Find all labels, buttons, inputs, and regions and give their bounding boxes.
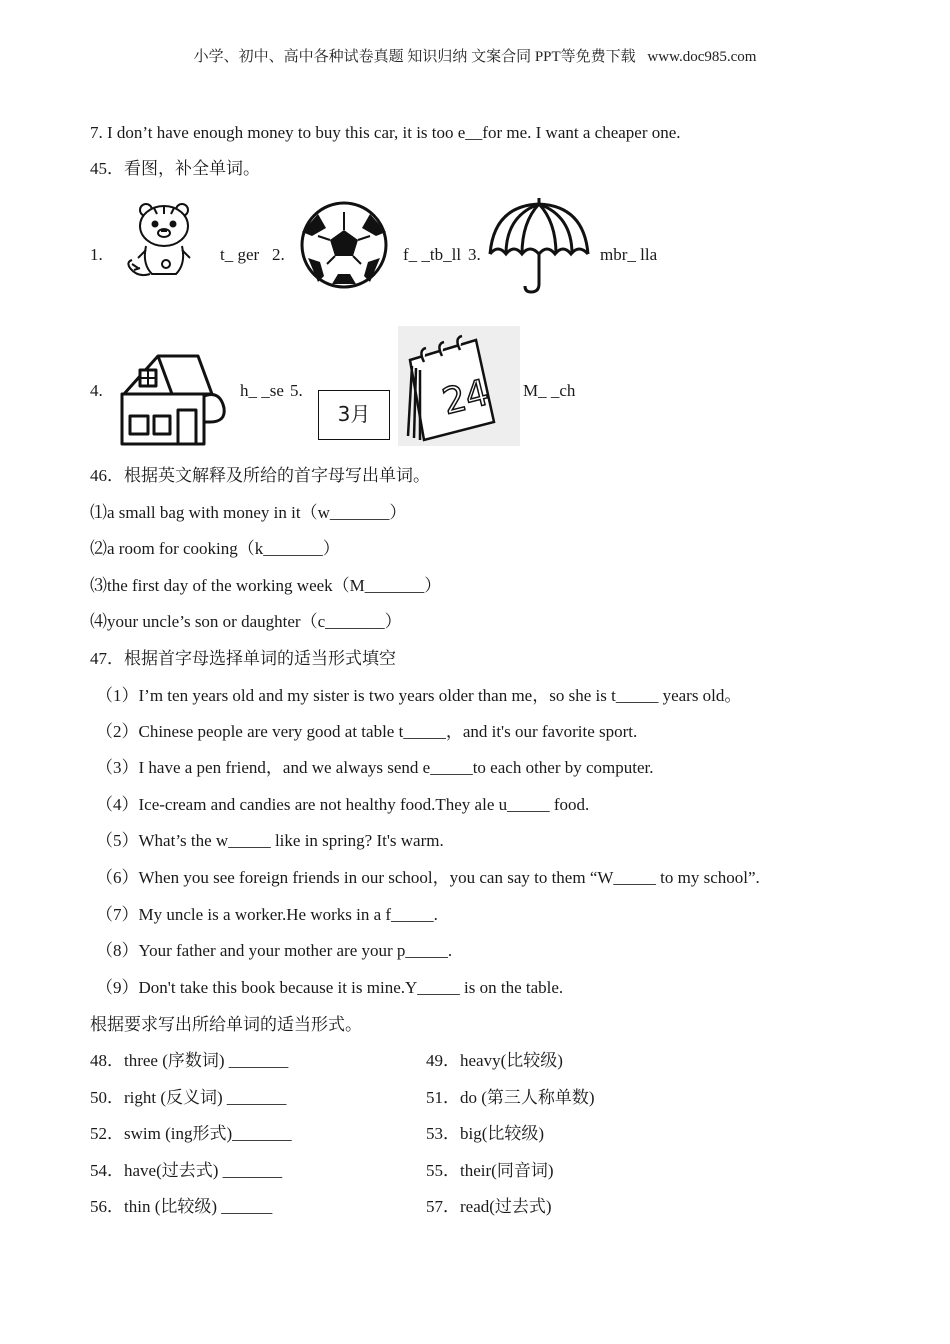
- form-item-52: 52．swim (ing形式)_______: [90, 1124, 292, 1143]
- umbrella-icon: [486, 196, 592, 294]
- q46-title: 46．根据英文解释及所给的首字母写出单词。: [90, 466, 430, 485]
- header-left-text: 小学、初中、高中各种试卷真题 知识归纳 文案合同 PPT等免费下载: [193, 49, 636, 65]
- form-item-57: 57．read(过去式): [426, 1197, 552, 1216]
- header-site-url: www.doc985.com: [647, 49, 757, 65]
- forms-title: 根据要求写出所给单词的适当形式。: [90, 1015, 362, 1034]
- form-item-54: 54．have(过去式) _______: [90, 1161, 283, 1180]
- q45-item-3-number: 3.: [468, 245, 481, 264]
- q45-item-4-word: h_ _se: [240, 381, 284, 400]
- q47-item-1: （1）I’m ten years old and my sister is two years older than me，so she is t_____ years old。: [96, 686, 742, 705]
- page-header: [0, 45, 950, 66]
- form-item-56: 56．thin (比较级) ______: [90, 1197, 273, 1216]
- q47-item-9: （9）Don't take this book because it is mine.Y_____ is on the table.: [96, 978, 564, 997]
- question-7-line: 7. I don’t have enough money to buy this car, it is too e__for me. I want a cheaper one.: [90, 123, 681, 142]
- q47-item-2: （2）Chinese people are very good at table t_____，and it's our favorite sport.: [96, 722, 638, 741]
- tiger-icon: [124, 200, 208, 284]
- form-item-49: 49．heavy(比较级): [426, 1051, 563, 1070]
- form-item-51: 51．do (第三人称单数): [426, 1088, 595, 1107]
- form-item-48: 48．three (序数词) _______: [90, 1051, 289, 1070]
- q46-item-2: ⑵a room for cooking（k_______）: [90, 539, 340, 558]
- month-box: 3月: [318, 390, 390, 440]
- q45-title: 45．看图，补全单词。: [90, 159, 260, 178]
- q46-item-4: ⑷your uncle’s son or daughter（c_______）: [90, 612, 402, 631]
- q45-item-5-word: M_ _ch: [523, 381, 576, 400]
- q47-item-4: （4）Ice-cream and candies are not healthy food.They ale u_____ food.: [96, 795, 590, 814]
- q47-item-5: （5）What’s the w_____ like in spring? It's warm.: [96, 831, 444, 850]
- q47-item-3: （3）I have a pen friend，and we always send e_____to each other by computer.: [96, 758, 654, 777]
- q45-item-1-number: 1.: [90, 245, 103, 264]
- q47-item-8: （8）Your father and your mother are your p_____.: [96, 941, 453, 960]
- q45-item-1-word: t_ ger: [220, 245, 260, 264]
- calendar-date-text: 24: [438, 372, 493, 424]
- calendar-icon: [398, 326, 520, 446]
- q45-item-5-number: 5.: [290, 381, 303, 400]
- q45-item-2-word: f_ _tb_ll: [403, 245, 462, 264]
- q46-item-3: ⑶the first day of the working week（M_______）: [90, 576, 442, 595]
- form-item-55: 55．their(同音词): [426, 1161, 554, 1180]
- q46-item-1: ⑴a small bag with money in it（w_______）: [90, 503, 407, 522]
- q47-title: 47．根据首字母选择单词的适当形式填空: [90, 649, 396, 668]
- football-icon: [298, 200, 390, 290]
- q45-item-3-word: mbr_ lla: [600, 245, 658, 264]
- form-item-53: 53．big(比较级): [426, 1124, 545, 1143]
- q45-item-2-number: 2.: [272, 245, 285, 264]
- house-icon: [112, 350, 230, 446]
- q47-item-7: （7）My uncle is a worker.He works in a f_____.: [96, 905, 438, 924]
- q45-item-4-number: 4.: [90, 381, 103, 400]
- q47-item-6: （6）When you see foreign friends in our school，you can say to them “W_____ to my school”.: [96, 868, 760, 887]
- form-item-50: 50．right (反义词) _______: [90, 1088, 287, 1107]
